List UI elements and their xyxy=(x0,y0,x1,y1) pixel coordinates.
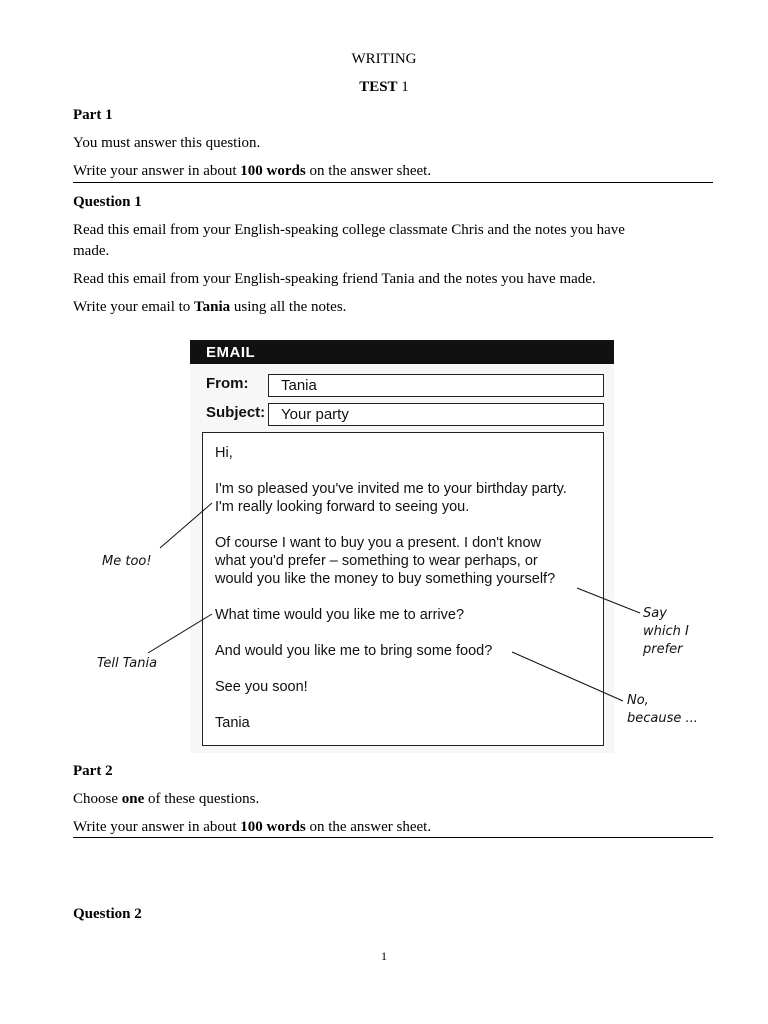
test-label: TEST xyxy=(359,79,398,95)
part2-word-instruction xyxy=(73,818,431,837)
note-no-line2: because ... xyxy=(627,711,698,726)
email-header-label: EMAIL xyxy=(206,344,256,361)
part2-text-c: of these questions. xyxy=(144,791,260,807)
say-prefer-pointer xyxy=(577,588,640,613)
part2-divider xyxy=(73,837,713,838)
email-line: Of course I want to buy you a present. I don't know xyxy=(215,535,541,551)
part1-word-text-a: Write your answer in about xyxy=(73,163,241,179)
part2-text-a: Choose xyxy=(73,791,122,807)
email-line: See you soon! xyxy=(215,679,308,695)
task-text-a: Write your email to xyxy=(73,299,195,315)
subject-label: Subject: xyxy=(206,404,266,421)
note-me-too: Me too! xyxy=(102,554,152,569)
part1-word-text-c: on the answer sheet. xyxy=(305,163,432,179)
task-recipient: Tania xyxy=(194,299,231,315)
note-no-line1: No, xyxy=(627,693,649,708)
section-title: WRITING xyxy=(351,51,417,67)
part1-heading: Part 1 xyxy=(73,107,113,123)
part2-heading: Part 2 xyxy=(73,763,113,779)
from-value: Tania xyxy=(281,377,317,394)
question1-heading: Question 1 xyxy=(73,194,142,210)
part2-word-count: 100 words xyxy=(240,819,306,835)
email-line: I'm so pleased you've invited me to your birthday party. xyxy=(215,481,567,497)
note-say-line2: which I xyxy=(643,624,689,639)
part2-instruction xyxy=(73,790,259,809)
note-tell-tania: Tell Tania xyxy=(97,656,158,671)
email-line: And would you like me to bring some food? xyxy=(215,643,493,659)
question1-text-line1: Read this email from your English-speaking college classmate Chris and the notes you have xyxy=(73,222,625,238)
question1-text-line2: made. xyxy=(73,243,110,259)
email-line: what you'd prefer – something to wear perhaps, or xyxy=(215,553,538,569)
page-number: 1 xyxy=(381,949,387,963)
question1-text-tania: Read this email from your English-speaking friend Tania and the notes you have made. xyxy=(73,271,596,287)
question2-heading: Question 2 xyxy=(73,906,142,922)
email-line: would you like the money to buy something yourself? xyxy=(215,571,556,587)
email-line: Hi, xyxy=(215,445,233,461)
email-line: What time would you like me to arrive? xyxy=(215,607,465,623)
me-too-pointer xyxy=(160,503,212,548)
subject-value: Your party xyxy=(281,406,349,423)
note-say-line3: prefer xyxy=(643,642,683,657)
part2-choice: one xyxy=(121,791,145,807)
no-because-pointer xyxy=(512,652,623,701)
email-signature: Tania xyxy=(215,715,250,731)
part2-word-text-a: Write your answer in about xyxy=(73,819,241,835)
part1-instruction: You must answer this question. xyxy=(73,135,261,151)
test-number: 1 xyxy=(397,79,409,95)
email-line: I'm really looking forward to seeing you. xyxy=(215,499,470,515)
from-label: From: xyxy=(206,375,249,392)
tell-tania-pointer xyxy=(148,614,212,653)
note-say-line1: Say xyxy=(643,606,667,621)
part2-word-text-c: on the answer sheet. xyxy=(305,819,432,835)
task-text-c: using all the notes. xyxy=(230,299,347,315)
part1-word-count: 100 words xyxy=(240,163,306,179)
